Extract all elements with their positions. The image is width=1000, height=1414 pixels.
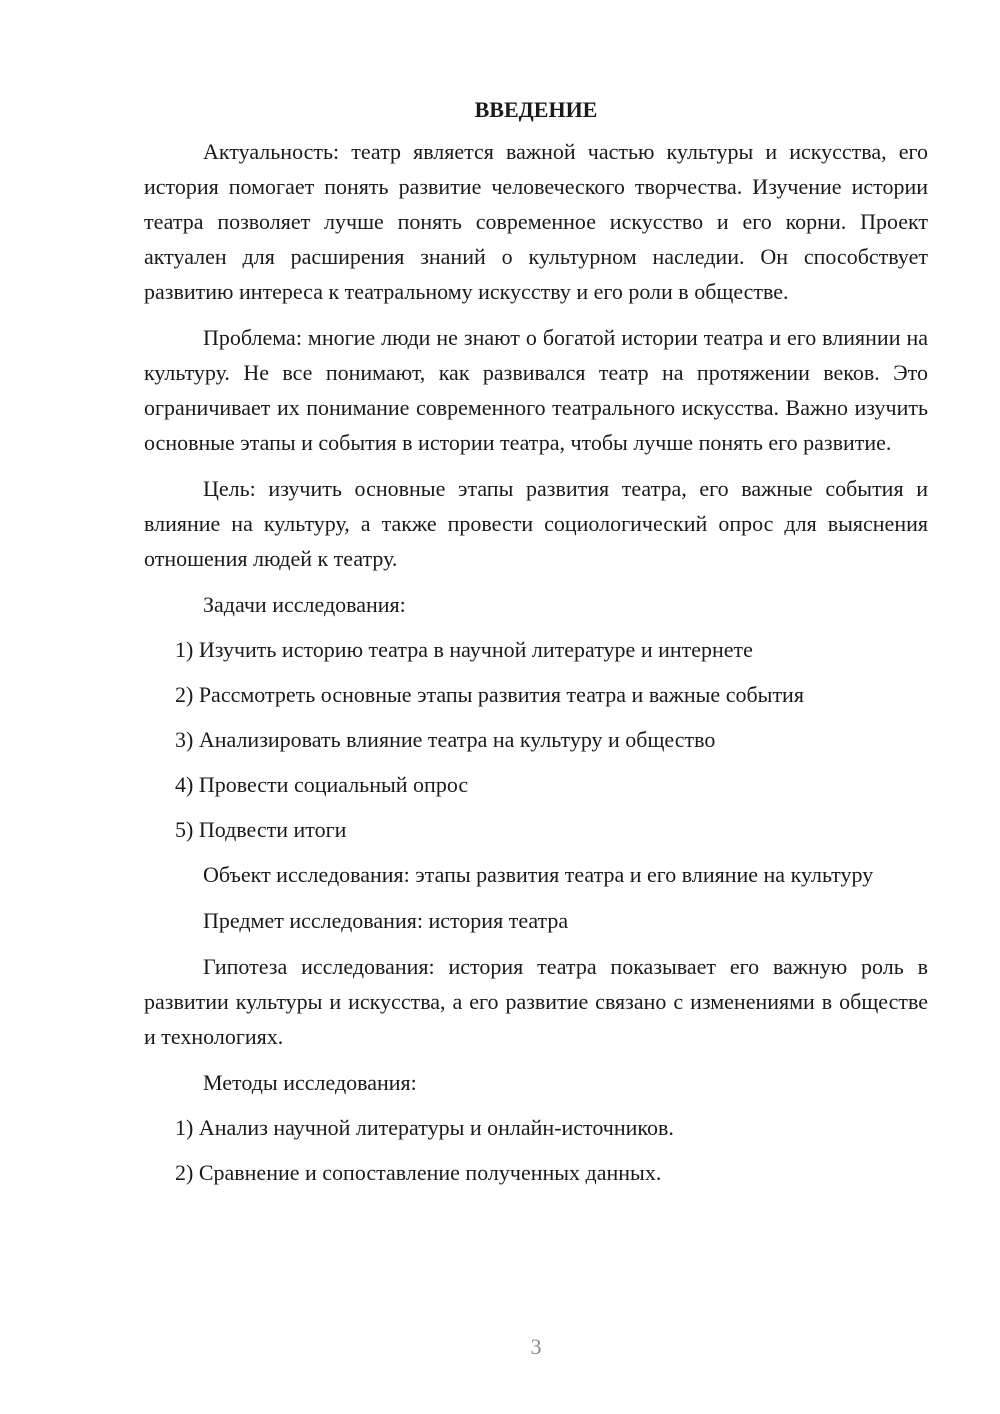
- page-number: 3: [530, 1334, 542, 1359]
- methods-list: [144, 1110, 928, 1190]
- list-item: 2) Сравнение и сопоставление полученных данных.: [175, 1160, 662, 1185]
- goal-paragraph: Цель: изучить основные этапы развития театра, его важные события и влияние на культуру, а также провести социологический опрос для выяснения отношения людей к театру.: [144, 476, 928, 571]
- problem-paragraph: Проблема: многие люди не знают о богатой истории театра и его влиянии на культуру. Не все понимают, как развивался театр на протяжении веков. Это ограничивает их понимание современного театрального искусства. Важно изучить основные этапы и события в истории театра, чтобы лучше понять его развитие.: [144, 325, 928, 455]
- section-title: ВВЕДЕНИЕ: [474, 97, 598, 122]
- document-page: [144, 92, 928, 1200]
- list-item: 3) Анализировать влияние театра на культуру и общество: [175, 727, 716, 752]
- tasks-heading: Задачи исследования:: [203, 592, 406, 617]
- list-item: 5) Подвести итоги: [175, 817, 347, 842]
- hypothesis-paragraph: Гипотеза исследования: история театра показывает его важную роль в развитии культуры и искусства, а его развитие связано с изменениями в обществе и технологиях.: [144, 954, 928, 1049]
- subject-paragraph: Предмет исследования: история театра: [203, 908, 569, 933]
- list-item: 1) Анализ научной литературы и онлайн-источников.: [175, 1115, 674, 1140]
- list-item: 2) Рассмотреть основные этапы развития театра и важные события: [175, 682, 804, 707]
- methods-heading: Методы исследования:: [203, 1070, 417, 1095]
- relevance-paragraph: Актуальность: театр является важной частью культуры и искусства, его история помогает понять развитие человеческого творчества. Изучение истории театра позволяет лучше понять современное искусство и его корни. Проект актуален для расширения знаний о культурном наследии. Он способствует развитию интереса к театральному искусству и его роли в обществе.: [144, 139, 928, 304]
- object-paragraph: Объект исследования: этапы развития театра и его влияние на культуру: [203, 862, 874, 887]
- tasks-list: [144, 632, 928, 847]
- list-item: 1) Изучить историю театра в научной литературе и интернете: [175, 637, 753, 662]
- list-item: 4) Провести социальный опрос: [175, 772, 469, 797]
